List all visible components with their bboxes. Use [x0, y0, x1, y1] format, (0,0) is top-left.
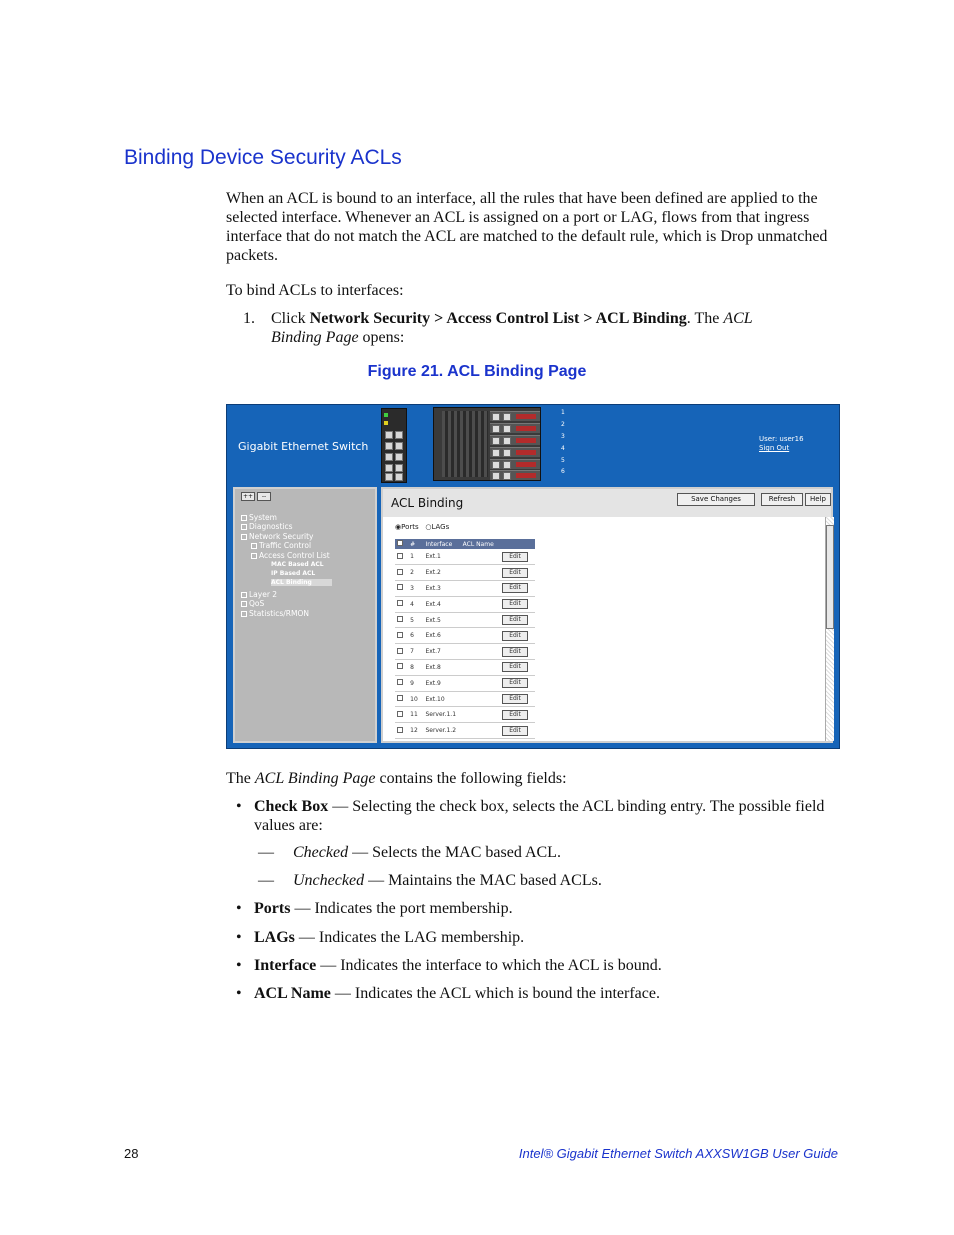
row-number: 4 [408, 596, 423, 612]
acl-binding-table [395, 539, 535, 739]
row-interface: Ext.7 [423, 644, 460, 660]
chassis-slot[interactable] [490, 447, 540, 457]
row-number: 3 [408, 581, 423, 597]
row-number: 5 [408, 612, 423, 628]
switch-front-panel [381, 408, 407, 483]
row-interface: Ext.10 [423, 691, 460, 707]
row-acl-name [461, 723, 500, 739]
expand-all-button[interactable]: ++ [242, 493, 254, 500]
edit-button[interactable]: Edit [502, 726, 528, 736]
status-led-icon [384, 413, 388, 417]
page-name: ACL Binding Page [271, 310, 753, 346]
chassis-slot[interactable] [490, 411, 540, 421]
tree-item-layer2[interactable]: Layer 2 [241, 590, 277, 599]
table-row [395, 660, 535, 676]
slot-number: 6 [561, 468, 565, 475]
select-all-checkbox[interactable] [397, 540, 403, 546]
port-icon[interactable] [395, 464, 403, 472]
step-number: 1. [243, 310, 255, 327]
table-row [395, 581, 535, 597]
port-icon[interactable] [385, 453, 393, 461]
row-interface: Ext.3 [423, 581, 460, 597]
row-interface: Ext.8 [423, 660, 460, 676]
tree-item-statistics[interactable]: Statistics/RMON [241, 609, 309, 618]
table-row [395, 707, 535, 723]
column-header: # [408, 539, 423, 549]
status-led-icon [384, 421, 388, 425]
slot-number: 1 [561, 409, 565, 416]
port-icon[interactable] [385, 431, 393, 439]
edit-button[interactable]: Edit [502, 631, 528, 641]
row-checkbox[interactable] [397, 632, 403, 638]
row-number: 2 [408, 565, 423, 581]
table-row [395, 596, 535, 612]
slot-number: 3 [561, 433, 565, 440]
section-heading: Binding Device Security ACLs [124, 146, 402, 169]
edit-button[interactable]: Edit [502, 694, 528, 704]
row-interface: Ext.2 [423, 565, 460, 581]
interface-type-radio-group [395, 523, 449, 531]
row-acl-name [461, 675, 500, 691]
expand-icon [251, 543, 257, 549]
row-number: 9 [408, 675, 423, 691]
figure-caption: Figure 21. ACL Binding Page [367, 363, 587, 380]
column-header: ACL Name [461, 539, 500, 549]
tree-item-access-control-list[interactable]: Access Control List [251, 551, 330, 560]
row-number: 12 [408, 723, 423, 739]
table-row [395, 644, 535, 660]
edit-button[interactable]: Edit [502, 710, 528, 720]
table-row [395, 723, 535, 739]
row-interface: Server.1.2 [423, 723, 460, 739]
row-checkbox[interactable] [397, 648, 403, 654]
row-acl-name [461, 660, 500, 676]
slot-number: 2 [561, 421, 565, 428]
row-number: 7 [408, 644, 423, 660]
save-changes-button[interactable]: Save Changes [677, 493, 755, 506]
row-checkbox[interactable] [397, 616, 403, 622]
brand-label: Gigabit Ethernet Switch [238, 440, 369, 453]
port-icon[interactable] [395, 473, 403, 481]
page-number: 28 [124, 1146, 139, 1161]
row-acl-name [461, 565, 500, 581]
table-row [395, 691, 535, 707]
row-checkbox[interactable] [397, 584, 403, 590]
scrollbar[interactable] [825, 517, 834, 741]
expand-icon [241, 611, 247, 617]
to-bind-paragraph: To bind ACLs to interfaces: [226, 282, 404, 299]
row-number: 11 [408, 707, 423, 723]
radio-ports[interactable]: ◉Ports [395, 523, 419, 531]
table-row [395, 565, 535, 581]
chassis-slot[interactable] [490, 459, 540, 469]
collapse-all-button[interactable]: -- [257, 492, 271, 501]
row-interface: Ext.6 [423, 628, 460, 644]
port-icon[interactable] [385, 464, 393, 472]
collapse-icon [241, 534, 247, 540]
row-number: 1 [408, 549, 423, 565]
edit-button[interactable]: Edit [502, 647, 528, 657]
table-row [395, 675, 535, 691]
edit-button[interactable]: Edit [502, 678, 528, 688]
chassis-grill [442, 411, 488, 477]
row-acl-name [461, 628, 500, 644]
row-acl-name [461, 691, 500, 707]
edit-button[interactable]: Edit [502, 599, 528, 609]
sign-out-link[interactable]: Sign Out [759, 444, 790, 452]
row-checkbox[interactable] [397, 553, 403, 559]
tree-item-qos[interactable]: QoS [241, 599, 264, 608]
menu-path: Network Security > Access Control List > ACL Binding [309, 310, 687, 327]
row-interface: Ext.5 [423, 612, 460, 628]
row-checkbox[interactable] [397, 569, 403, 575]
page-title: ACL Binding [391, 496, 464, 510]
fields-intro: The ACL Binding Page contains the following fields: [226, 770, 567, 787]
nav-tree [233, 487, 377, 743]
column-header: Interface [423, 539, 460, 549]
table-row [395, 612, 535, 628]
table-row [395, 549, 535, 565]
row-acl-name [461, 596, 500, 612]
port-icon[interactable] [395, 453, 403, 461]
user-info [759, 435, 804, 453]
radio-lags[interactable]: ○LAGs [425, 523, 450, 531]
row-interface: Ext.4 [423, 596, 460, 612]
tree-item-network-security[interactable]: Network Security [241, 532, 314, 541]
user-label: User: user16 [759, 435, 804, 443]
row-number: 8 [408, 660, 423, 676]
row-checkbox[interactable] [397, 679, 403, 685]
edit-button[interactable]: Edit [502, 615, 528, 625]
row-acl-name [461, 644, 500, 660]
edit-button[interactable]: Edit [502, 568, 528, 578]
port-icon[interactable] [385, 473, 393, 481]
table-row [395, 628, 535, 644]
content-pane [381, 487, 833, 743]
chassis-image [433, 407, 541, 481]
slot-number: 4 [561, 445, 565, 452]
row-acl-name [461, 549, 500, 565]
row-number: 10 [408, 691, 423, 707]
expand-icon [241, 592, 247, 598]
tree-item-traffic-control[interactable]: Traffic Control [251, 541, 311, 550]
row-interface: Ext.1 [423, 549, 460, 565]
chassis-slot[interactable] [490, 423, 540, 433]
edit-button[interactable]: Edit [502, 662, 528, 672]
tree-item-ip-acl[interactable]: IP Based ACL [271, 570, 316, 577]
tree-item-diagnostics[interactable]: Diagnostics [241, 522, 293, 531]
port-icon[interactable] [395, 442, 403, 450]
tree-item-mac-acl[interactable]: MAC Based ACL [271, 561, 324, 568]
edit-button[interactable]: Edit [502, 583, 528, 593]
collapse-icon [251, 553, 257, 559]
chassis-slot[interactable] [490, 435, 540, 445]
row-checkbox[interactable] [397, 711, 403, 717]
row-interface: Ext.9 [423, 675, 460, 691]
expand-icon [241, 515, 247, 521]
row-acl-name [461, 612, 500, 628]
row-interface: Server.1.1 [423, 707, 460, 723]
tree-item-acl-binding[interactable]: ACL Binding [271, 579, 332, 586]
port-icon[interactable] [385, 442, 393, 450]
expand-icon [241, 601, 247, 607]
help-button[interactable]: Help [805, 493, 831, 506]
slot-number: 5 [561, 457, 565, 464]
chassis-slot[interactable] [490, 470, 540, 480]
row-checkbox[interactable] [397, 663, 403, 669]
port-icon[interactable] [395, 431, 403, 439]
refresh-button[interactable]: Refresh [761, 493, 803, 506]
row-acl-name [461, 581, 500, 597]
edit-button[interactable]: Edit [502, 552, 528, 562]
expand-icon [241, 524, 247, 530]
footer-title: Intel® Gigabit Ethernet Switch AXXSW1GB User Guide [518, 1146, 838, 1161]
step-text: Click Network Security > Access Control List > ACL Binding. The ACL Binding Page opens: [271, 310, 753, 346]
row-checkbox[interactable] [397, 727, 403, 733]
row-acl-name [461, 707, 500, 723]
row-number: 6 [408, 628, 423, 644]
scrollbar-thumb[interactable] [826, 525, 834, 629]
acl-binding-screenshot [226, 404, 840, 749]
tree-item-system[interactable]: System [241, 513, 277, 522]
row-checkbox[interactable] [397, 695, 403, 701]
row-checkbox[interactable] [397, 600, 403, 606]
intro-paragraph: When an ACL is bound to an interface, all the rules that have been defined are applied to the selected interface. Whenever an ACL is assigned on a port or LAG, flows from that ingress interface that do not match the ACL are matched to the default rule, which is Drop unmatched packets. [226, 190, 828, 264]
